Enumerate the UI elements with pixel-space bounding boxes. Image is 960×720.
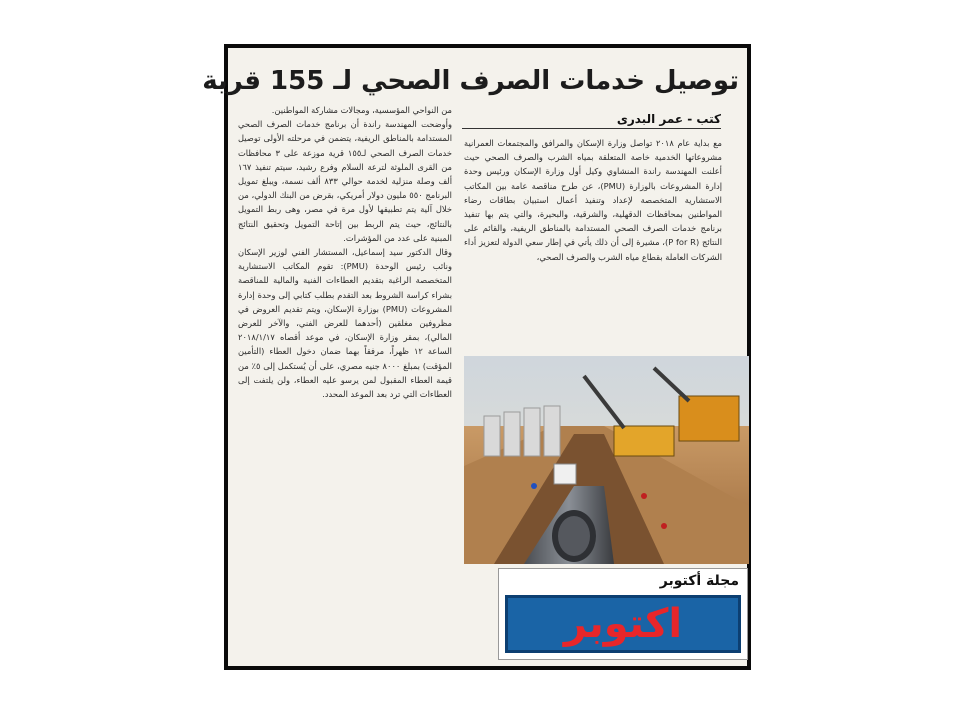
magazine-banner [498,568,748,660]
article-byline: كتب - عمر البدرى [616,112,721,126]
construction-photo [464,356,749,564]
magazine-logo-text: اكتوبر [563,601,683,647]
left-column-paragraph-3: وقال الدكتور سيد إسماعيل، المستشار الفني لوزير الإسكان ونائب رئيس الوحدة (PMU): تقوم المكاتب الاستشارية المتخصصة الراغبة بتقديم العطاءات الفنية والمالية للمناقصة بشراء كراسة الشروط بعد التقدم بطلب كتابي إلى وحدة إدارة المشروعات (PMU) بوزارة الإسكان، ويتم تقديم العروض في مظروفين مغلقين (أحدهما للعرض الفني، والآخر للعرض المالي)، بمقر وزارة الإسكان، في موعد أقصاه ٢٠١٨/١/١٧ الساعة ١٢ ظهراً، مرفقاً بهما ضمان دخول العطاء (التأمين المؤقت) بمبلغ ٨٠٠٠ جنيه مصري، على أن يُستكمل إلى ٥٪ من قيمة العطاء المقبول لمن يرسو عليه العطاء، ولن يلتفت إلى العطاءات التي ترد بعد الموعد المحدد. [238,247,452,400]
right-column-text: مع بداية عام ٢٠١٨ تواصل وزارة الإسكان والمرافق والمجتمعات العمرانية مشروعاتها الخدمية خاصة المتعلقة بمياه الشرب والصرف الصحي حيث أعلنت المهندسة راندة المنشاوي وكيل أول وزارة الإسكان ورئيس وحدة إدارة المشروعات بالوزارة (PMU)، عن طرح مناقصة عامة بين المكاتب الاستشارية المتخصصة لإعداد وتنفيذ أعمال استبيان بطاقات رضاء المواطنين بمحافظات الدقهلية، والشرقية، والبحيرة، والتي يتم بها تنفيذ برنامج خدمات الصرف الصحي المستدامة بالمناطق الريفية، والقائم على النتائج (P for R)، مشيرة إلى أن ذلك يأتي في إطار سعي الدولة لتعزيز أداء الشركات العاملة بقطاع مياه الشرب والصرف الصحي، [464,138,723,262]
clipping-frame [202,44,751,670]
article-headline: توصيل خدمات الصرف الصحي لـ 155 قرية [202,66,739,96]
article-left-column [238,103,452,543]
left-column-paragraph-2: وأوضحت المهندسة راندة أن برنامج خدمات الصرف الصحي المستدامة بالمناطق الريفية، يتضمن في مرحلته الأولى توصيل خدمات الصرف الصحي لـ١٥٥ قرية موزعة على ٣ محافظات من القرى الملوثة لترعة السلام وفرع رشيد، سيتم تنفيذ ١٦٧ ألف وصلة منزلية لخدمة حوالي ٨٣٣ ألف نسمة، ويبلغ تمويل البرنامج ٥٥٠ مليون دولار أمريكي، بقرض من البنك الدولي، من خلال آلية يتم تطبيقها لأول مرة في مصر، وهى ربط التمويل بالنتائج، حيث يتم الربط بين إتاحة التمويل وتحقيق النتائج المبنية على عدد من المؤشرات. [238,119,453,243]
magazine-label: مجلة أكتوبر [659,573,739,589]
magazine-logo [505,595,741,653]
left-column-paragraph-1: من النواحي المؤسسية، ومجالات مشاركة المواطنين. [271,105,452,115]
byline-divider [462,128,721,129]
